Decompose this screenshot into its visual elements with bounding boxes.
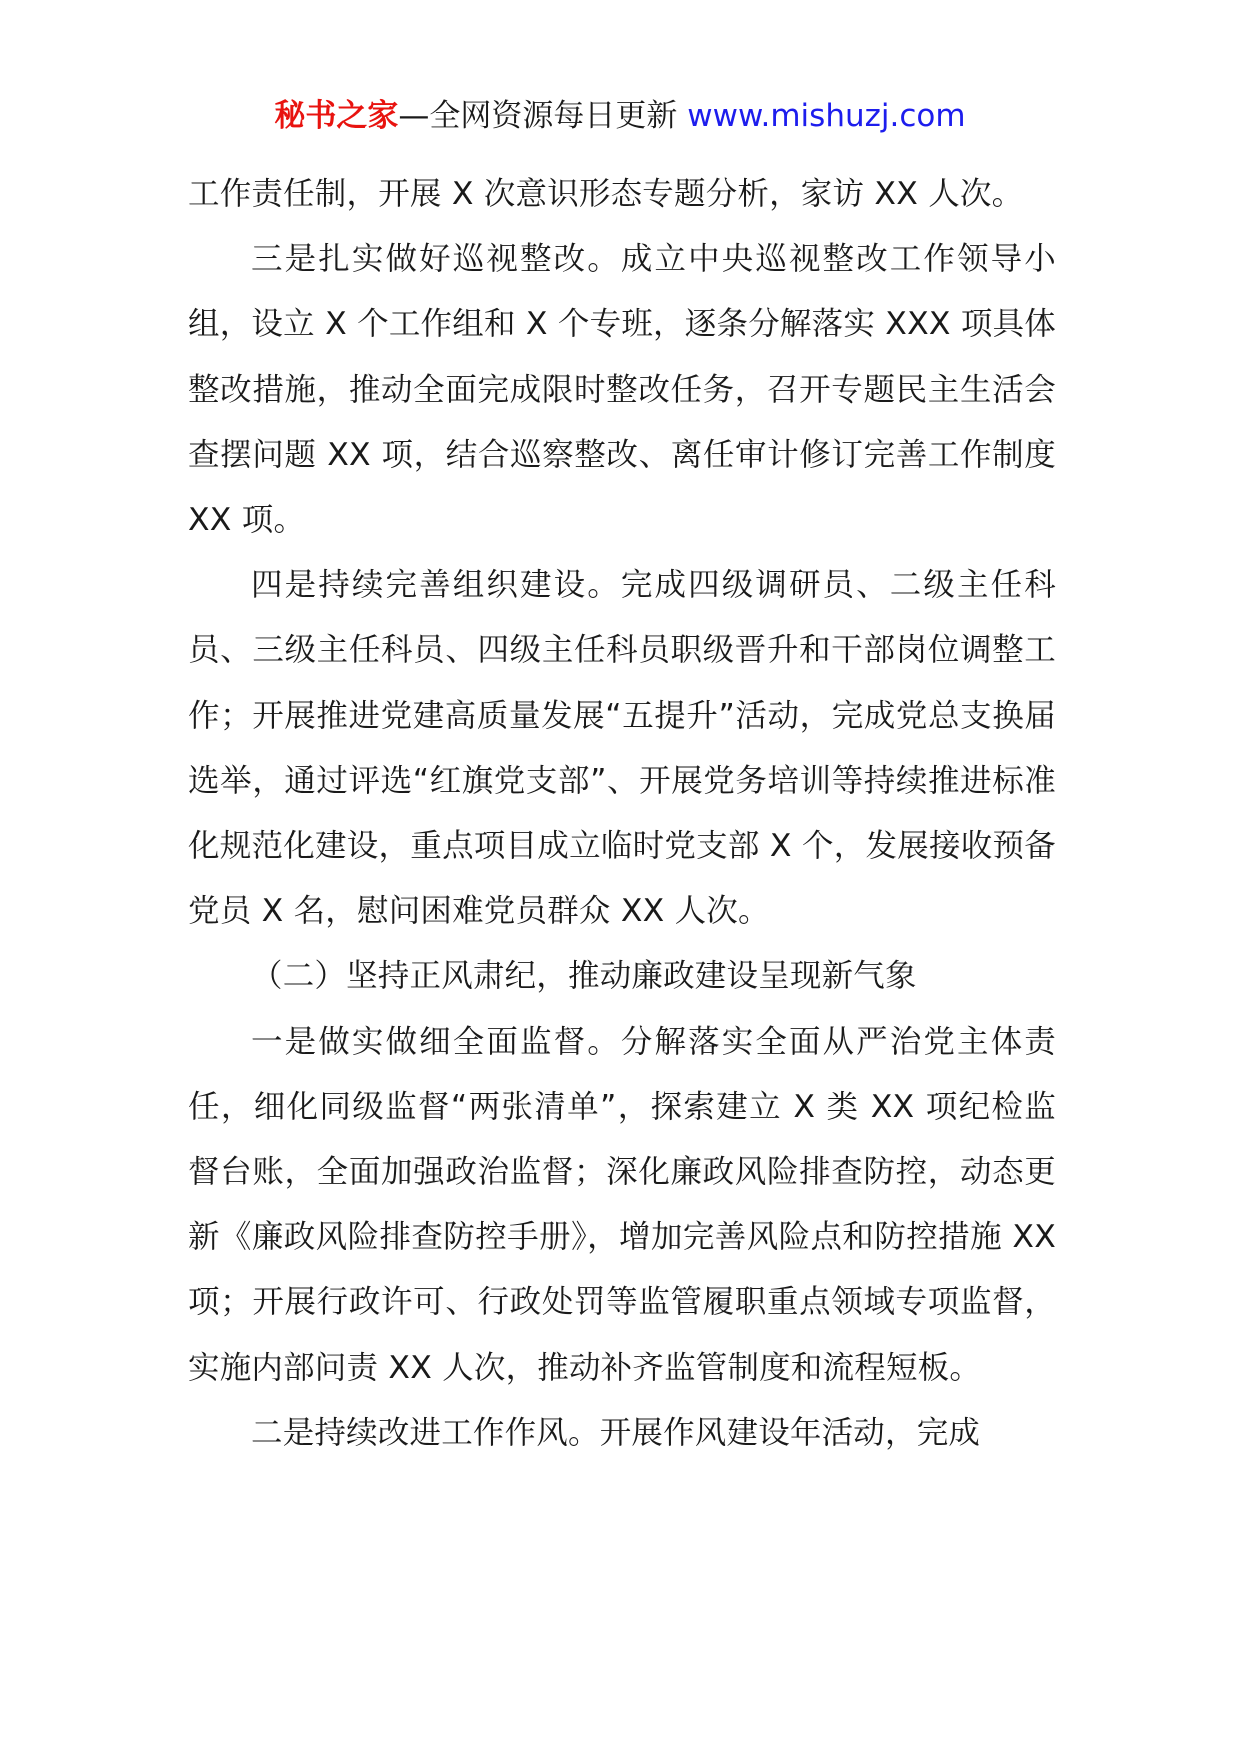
- paragraph-continuation: 工作责任制，开展 X 次意识形态专题分析，家访 XX 人次。: [188, 176, 1024, 212]
- brand-name: 秘书之家: [274, 98, 399, 134]
- site-header: [0, 98, 1240, 135]
- paragraph-supervision: 一是做实做细全面监督。分解落实全面从严治党主体责任，细化同级监督“两张清单”，探索建立 X 类 XX 项纪检监督台账，全面加强政治监督；深化廉政风险排查防控，动态更新《廉政风险排查防控手册》，增加完善风险点和防控措施 XX 项；开展行政许可、行政处罚等监管履职重点领域专项监督，实施内部问责 XX 人次，推动补齐监管制度和流程短板。: [188, 1023, 1056, 1386]
- site-url-link[interactable]: www.mishuzj.com: [687, 98, 966, 134]
- paragraph-inspection-rectification: 三是扎实做好巡视整改。成立中央巡视整改工作领导小组，设立 X 个工作组和 X 个专班，逐条分解落实 XXX 项具体整改措施，推动全面完成限时整改任务，召开专题民主生活会查摆问题 XX 项，结合巡察整改、离任审计修订完善工作制度 XX 项。: [188, 241, 1056, 539]
- paragraph-organization-building: 四是持续完善组织建设。完成四级调研员、二级主任科员、三级主任科员、四级主任科员职级晋升和干部岗位调整工作；开展推进党建高质量发展“五提升”活动，完成党总支换届选举，通过评选“红旗党支部”、开展党务培训等持续推进标准化规范化建设，重点项目成立临时党支部 X 个，发展接收预备党员 X 名，慰问困难党员群众 XX 人次。: [188, 567, 1056, 930]
- paragraph-work-style: 二是持续改进工作作风。开展作风建设年活动，完成: [251, 1414, 981, 1451]
- section-heading: （二）坚持正风肃纪，推动廉政建设呈现新气象: [251, 958, 917, 995]
- document-body: [188, 162, 1056, 1466]
- header-tagline: —全网资源每日更新: [398, 98, 688, 134]
